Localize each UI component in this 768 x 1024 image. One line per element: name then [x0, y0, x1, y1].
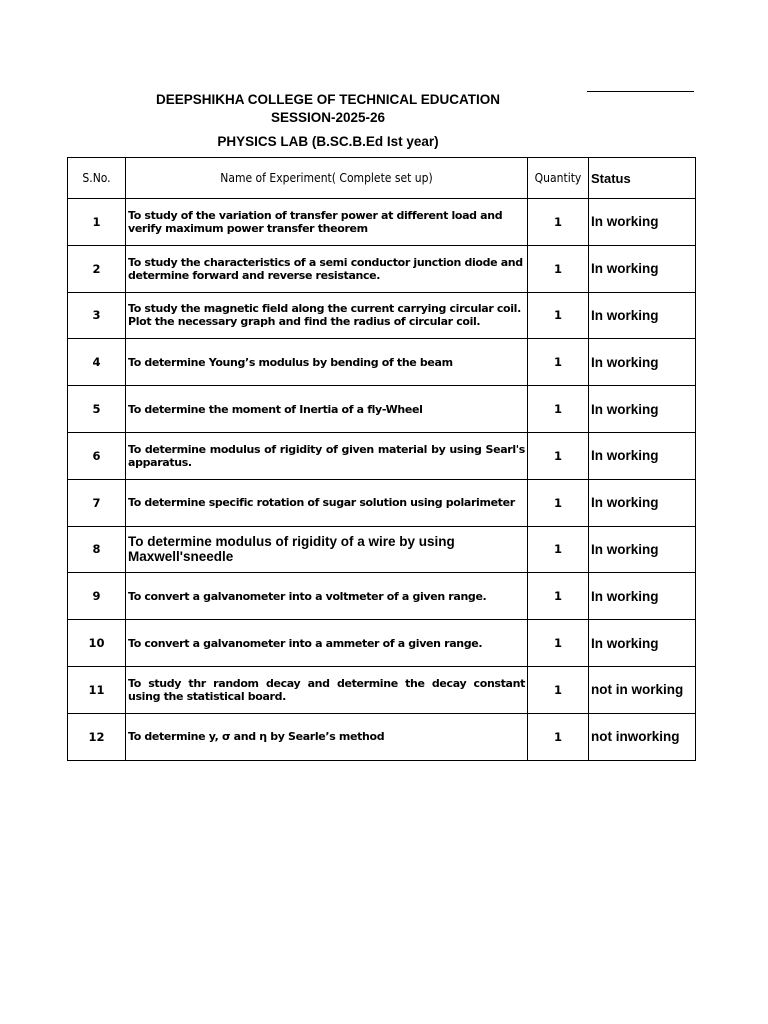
row-quantity: 1 [528, 432, 589, 479]
row-quantity: 1 [528, 573, 589, 620]
row-experiment-name: To study of the variation of transfer power at different load and verify maximum power transfer theorem [126, 199, 528, 246]
row-status: In working [589, 620, 696, 667]
row-status: In working [589, 386, 696, 433]
table-row [68, 432, 696, 479]
table-row [68, 292, 696, 339]
row-experiment-name: To convert a galvanometer into a voltmeter of a given range. [126, 573, 528, 620]
signature-line [587, 91, 694, 92]
column-header-name: Name of Experiment( Complete set up) [126, 158, 528, 199]
table-row [68, 386, 696, 433]
row-status: In working [589, 432, 696, 479]
table-row [68, 713, 696, 760]
row-sno: 12 [68, 713, 126, 760]
row-quantity: 1 [528, 713, 589, 760]
row-sno: 5 [68, 386, 126, 433]
row-experiment-name: To determine modulus of rigidity of a wire by using Maxwell'sneedle [126, 526, 528, 573]
row-status: not in working [589, 666, 696, 713]
row-status: not inworking [589, 713, 696, 760]
row-experiment-name: To determine Young’s modulus by bending of the beam [126, 339, 528, 386]
row-status: In working [589, 573, 696, 620]
table-row [68, 479, 696, 526]
row-quantity: 1 [528, 199, 589, 246]
row-experiment-name: To study the characteristics of a semi conductor junction diode and determine forward and reverse resistance. [126, 245, 528, 292]
row-quantity: 1 [528, 620, 589, 667]
column-header-status: Status [589, 158, 696, 199]
table-row [68, 339, 696, 386]
row-sno: 9 [68, 573, 126, 620]
row-experiment-name: To determine modulus of rigidity of given material by using Searl's apparatus. [126, 432, 528, 479]
row-sno: 4 [68, 339, 126, 386]
row-sno: 10 [68, 620, 126, 667]
row-sno: 8 [68, 526, 126, 573]
row-experiment-name: To determine specific rotation of sugar solution using polarimeter [126, 479, 528, 526]
row-experiment-name: To determine y, σ and η by Searle’s method [126, 713, 528, 760]
row-quantity: 1 [528, 339, 589, 386]
row-quantity: 1 [528, 479, 589, 526]
row-sno: 11 [68, 666, 126, 713]
row-experiment-name: To determine the moment of Inertia of a fly-Wheel [126, 386, 528, 433]
table-header-row [68, 158, 696, 199]
row-quantity: 1 [528, 386, 589, 433]
row-status: In working [589, 292, 696, 339]
row-status: In working [589, 479, 696, 526]
table-row [68, 526, 696, 573]
row-sno: 1 [68, 199, 126, 246]
table-row [68, 573, 696, 620]
row-sno: 2 [68, 245, 126, 292]
row-sno: 3 [68, 292, 126, 339]
lab-title: PHYSICS LAB (B.SC.B.Ed Ist year) [217, 134, 439, 149]
row-quantity: 1 [528, 292, 589, 339]
row-status: In working [589, 526, 696, 573]
row-quantity: 1 [528, 526, 589, 573]
row-experiment-name: To study thr random decay and determine the decay constant using the statistical board. [126, 666, 528, 713]
row-experiment-name: To convert a galvanometer into a ammeter of a given range. [126, 620, 528, 667]
session-title: SESSION-2025-26 [270, 110, 386, 125]
table-row [68, 245, 696, 292]
row-status: In working [589, 339, 696, 386]
row-quantity: 1 [528, 666, 589, 713]
column-header-sno: S.No. [68, 158, 126, 199]
row-status: In working [589, 199, 696, 246]
experiment-table [67, 157, 696, 761]
row-sno: 6 [68, 432, 126, 479]
row-status: In working [589, 245, 696, 292]
table-row [68, 666, 696, 713]
college-name: DEEPSHIKHA COLLEGE OF TECHNICAL EDUCATION [155, 92, 500, 107]
row-sno: 7 [68, 479, 126, 526]
row-experiment-name: To study the magnetic field along the current carrying circular coil. Plot the necessary graph and find the radius of circular coil. [126, 292, 528, 339]
column-header-quantity: Quantity [528, 158, 589, 199]
table-row [68, 199, 696, 246]
row-quantity: 1 [528, 245, 589, 292]
table-row [68, 620, 696, 667]
